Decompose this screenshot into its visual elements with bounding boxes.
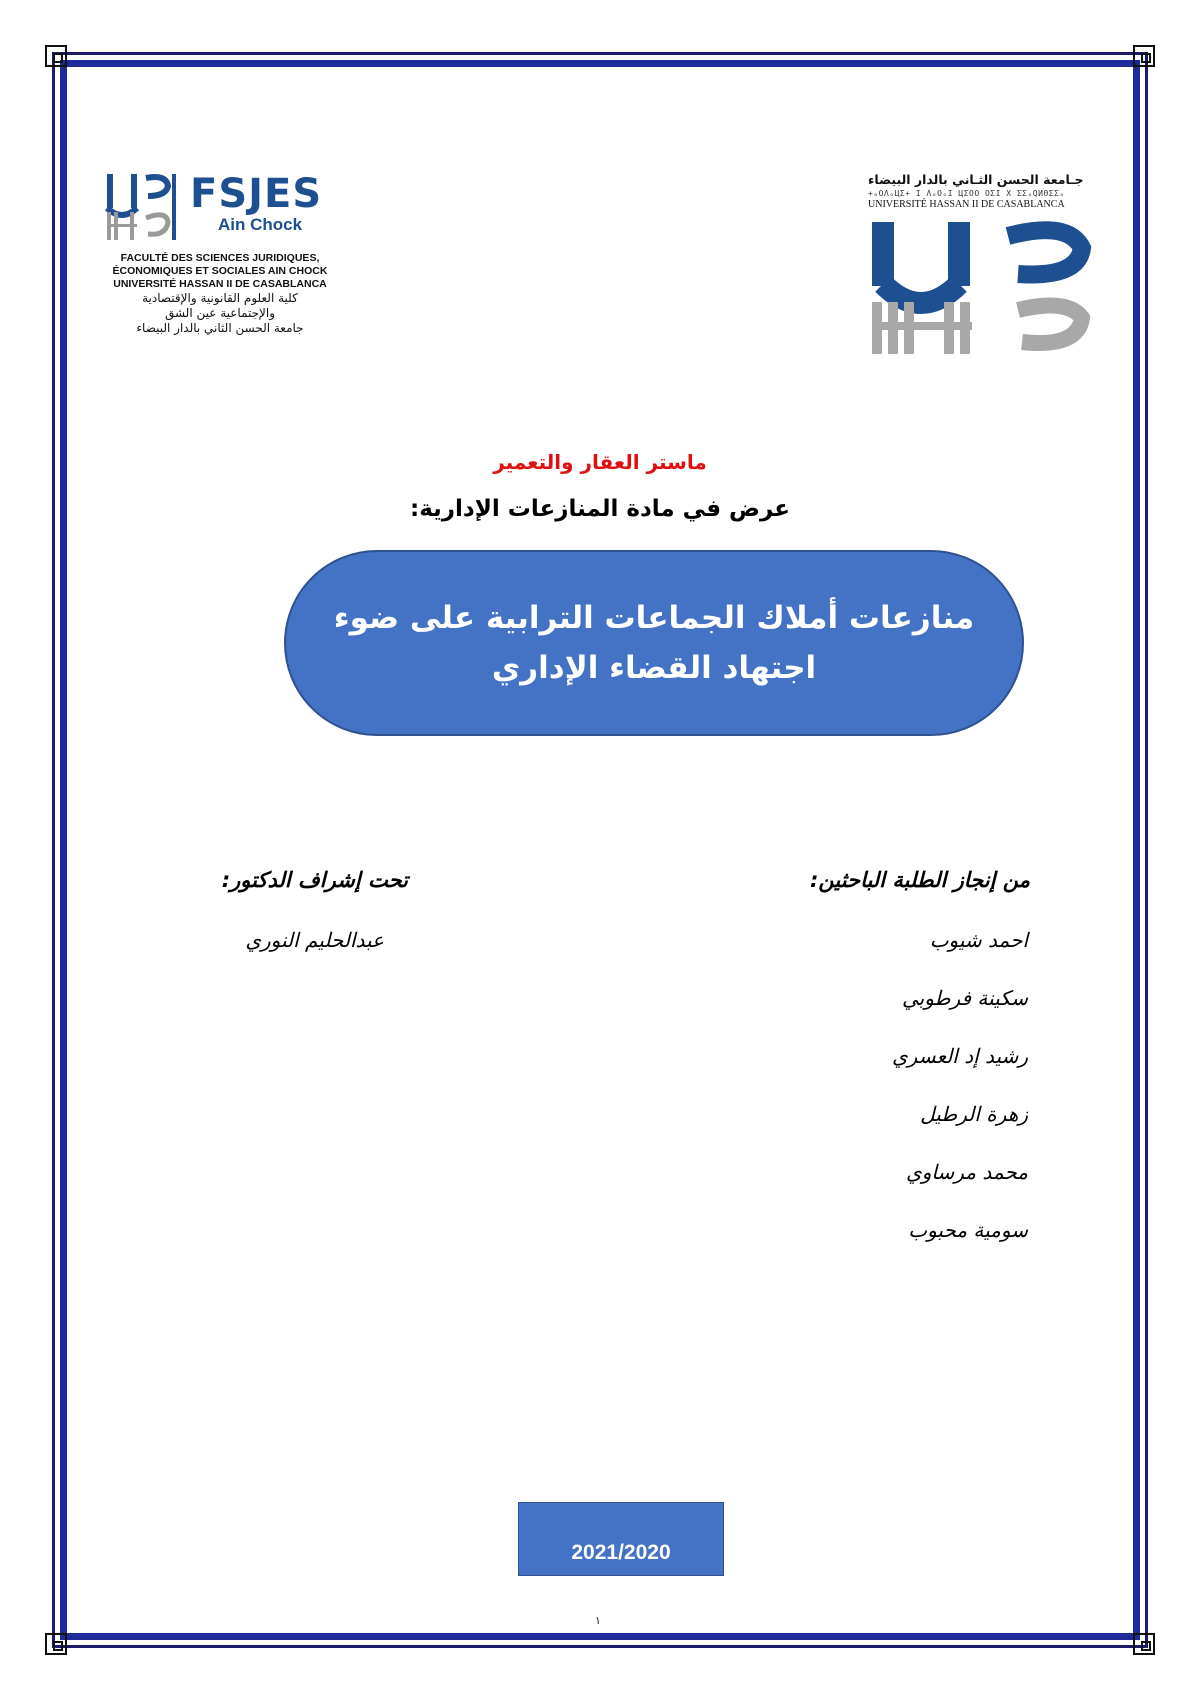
- fsjes-brand: FSJES: [190, 171, 323, 217]
- students-list: [892, 926, 1028, 1274]
- university-name-ar: جـامعة الحسن الثـاني بالدار البيضاء: [868, 172, 1084, 187]
- university-logo: [868, 172, 1108, 362]
- corner-ornament-bottom-right: [1133, 1633, 1155, 1655]
- faculty-line: ÉCONOMIQUES ET SOCIALES AIN CHOCK: [112, 265, 328, 277]
- faculty-line: FACULTÉ DES SCIENCES JURIDIQUES,: [120, 252, 320, 264]
- faculty-name-fr: [100, 252, 340, 291]
- presentation-title-oval: [284, 550, 1024, 736]
- student-name: سكينة فرطوبي: [901, 986, 1028, 1010]
- academic-year-box: [518, 1502, 724, 1576]
- master-program-title: ماستر العقار والتعمير: [493, 450, 707, 474]
- faculty-line: UNIVERSITÉ HASSAN II DE CASABLANCA: [113, 278, 327, 290]
- page-number: ١: [595, 1614, 601, 1627]
- supervisor-name: عبدالحليم النوري: [245, 928, 384, 952]
- faculty-line-ar: كلية العلوم القانونية والإقتصادية: [142, 291, 298, 305]
- corner-ornament-bottom-left: [45, 1633, 67, 1655]
- course-subject: عرض في مادة المنازعات الإدارية:: [410, 496, 790, 522]
- university-name-tifinagh: +ₒOΛₒЦΣ+ I ΛₒOₒI ЦΣOO OΣI X ΣΣₒQИΘΣΣₒ: [868, 189, 1065, 198]
- student-name: سومية محبوب: [908, 1218, 1028, 1242]
- faculty-line-ar: والإجتماعية عين الشق: [164, 306, 276, 320]
- supervisor-heading: تحت إشراف الدكتور:: [221, 868, 408, 892]
- university-name-fr: UNIVERSITÉ HASSAN II DE CASABLANCA: [868, 199, 1065, 210]
- student-name: زهرة الرطيل: [920, 1102, 1028, 1126]
- faculty-line-ar: جامعة الحسن الثاني بالدار البيضاء: [136, 321, 304, 335]
- student-name: محمد مرساوي: [906, 1160, 1028, 1184]
- fsjes-logo: [100, 172, 340, 336]
- student-name: احمد شيوب: [929, 928, 1028, 952]
- uh2c-large-emblem-icon: [868, 218, 1108, 358]
- corner-ornament-top-right: [1133, 45, 1155, 67]
- academic-year: 2021/2020: [571, 1541, 671, 1564]
- faculty-name-ar: [100, 291, 340, 336]
- student-name: رشيد إد العسري: [892, 1044, 1028, 1068]
- presentation-title-line: منازعات أملاك الجماعات الترابية على ضوء: [333, 600, 975, 636]
- presentation-title-line: اجتهاد القضاء الإداري: [491, 650, 817, 686]
- uh2c-emblem-icon: [104, 172, 184, 242]
- fsjes-campus: Ain Chock: [218, 215, 303, 234]
- corner-ornament-top-left: [45, 45, 67, 67]
- students-heading: من إنجاز الطلبة الباحثين:: [810, 868, 1030, 892]
